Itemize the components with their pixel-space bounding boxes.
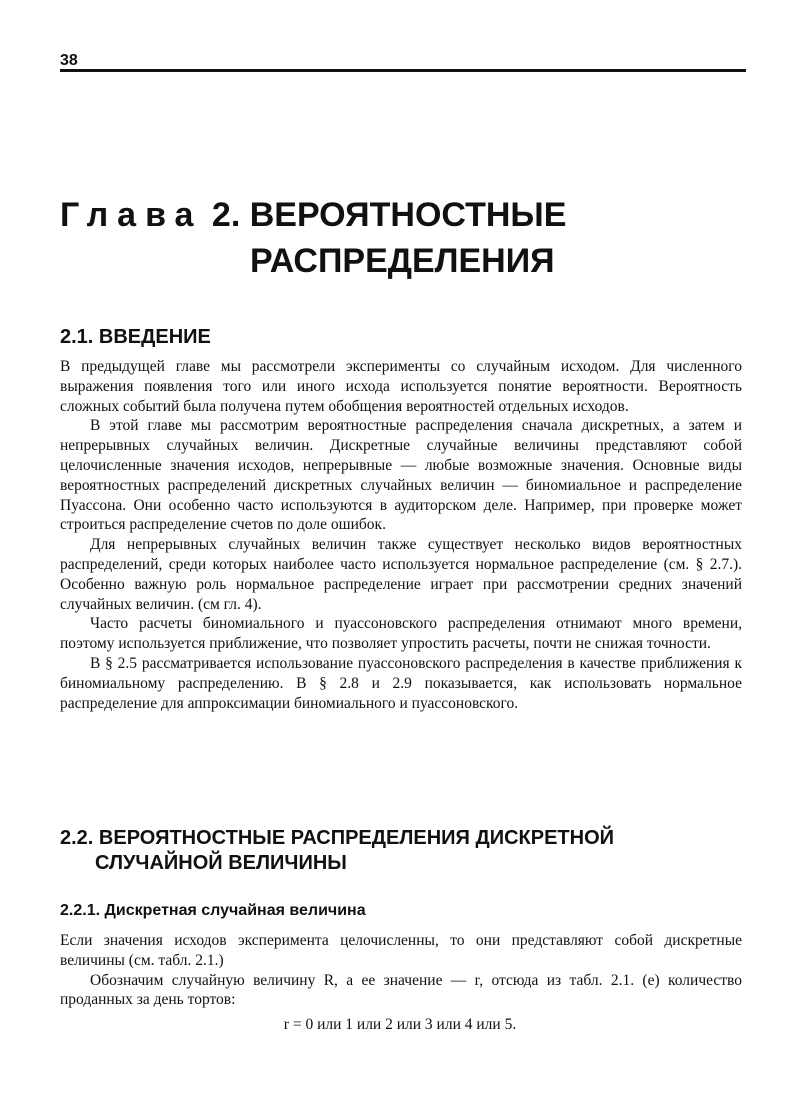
paragraph: Для непрерывных случайных величин также существует несколько видов вероятностных распределений, среди которых наиболее часто используется нормальное распределение (см. § 2.7.). Особенно важную роль нормальное распределение играет при рассмотрении средних значений случайных величин. (см гл. 4). (60, 536, 742, 613)
section-2-1-body (60, 357, 742, 713)
section-heading-2-2-line2: СЛУЧАЙНОЙ ВЕЛИЧИНЫ (95, 852, 347, 874)
chapter-label: Глава (60, 196, 203, 234)
section-heading-2-2-line1: 2.2. ВЕРОЯТНОСТНЫЕ РАСПРЕДЕЛЕНИЯ ДИСКРЕТНОЙ (60, 827, 615, 849)
paragraph: Если значения исходов эксперимента целочисленны, то они представляют собой дискретные величины (см. табл. 2.1.) (60, 932, 742, 969)
section-2-2-1-body (60, 931, 742, 1010)
formula: r = 0 или 1 или 2 или 3 или 4 или 5. (283, 1016, 517, 1033)
chapter-number: 2. (211, 196, 241, 234)
chapter-title-line1: ВЕРОЯТНОСТНЫЕ (249, 196, 567, 234)
section-heading-2-1: 2.1. ВВЕДЕНИЕ (60, 326, 211, 348)
paragraph: В § 2.5 рассматривается использование пуассоновского распределения в качестве приближения к биномиальному распределению. В § 2.8 и 2.9 показывается, как использовать нормальное распределение для аппроксимации биномиального и пуассоновского. (60, 654, 742, 712)
paragraph: В предыдущей главе мы рассмотрели эксперименты со случайным исходом. Для численного выражения появления того или иного исхода используется понятие вероятности. Вероятность сложных событий была получена путем обобщения вероятностей отдельных исходов. (60, 358, 742, 415)
chapter-title (60, 192, 760, 284)
subsection-heading-2-2-1: 2.2.1. Дискретная случайная величина (60, 902, 366, 919)
paragraph: Часто расчеты биномиального и пуассоновского распределения отнимают много времени, поэтому используется приближение, что позволяет упростить расчеты, почти не снижая точности. (60, 615, 742, 653)
chapter-title-line2: РАСПРЕДЕЛЕНИЯ (250, 242, 555, 280)
paragraph: В этой главе мы рассмотрим вероятностные распределения сначала дискретных, а затем и непрерывных случайных величин. Дискретные случайные величины представляют собой целочисленные значения исходов, непрерывные — любые возможные значения. Основные виды вероятностных распределений дискретных случайных величин — биномиальное и распределение Пуассона. Они особенно часто используются в аудиторском деле. Например, при проверке может строиться распределение счетов по доле ошибок. (60, 417, 742, 534)
paragraph: Обозначим случайную величину R, а ее значение — r, отсюда из табл. 2.1. (е) количество проданных за день тортов: (60, 971, 742, 1009)
section-heading-2-2 (60, 826, 760, 876)
page-number: 38 (60, 52, 78, 69)
header-rule (60, 69, 746, 72)
